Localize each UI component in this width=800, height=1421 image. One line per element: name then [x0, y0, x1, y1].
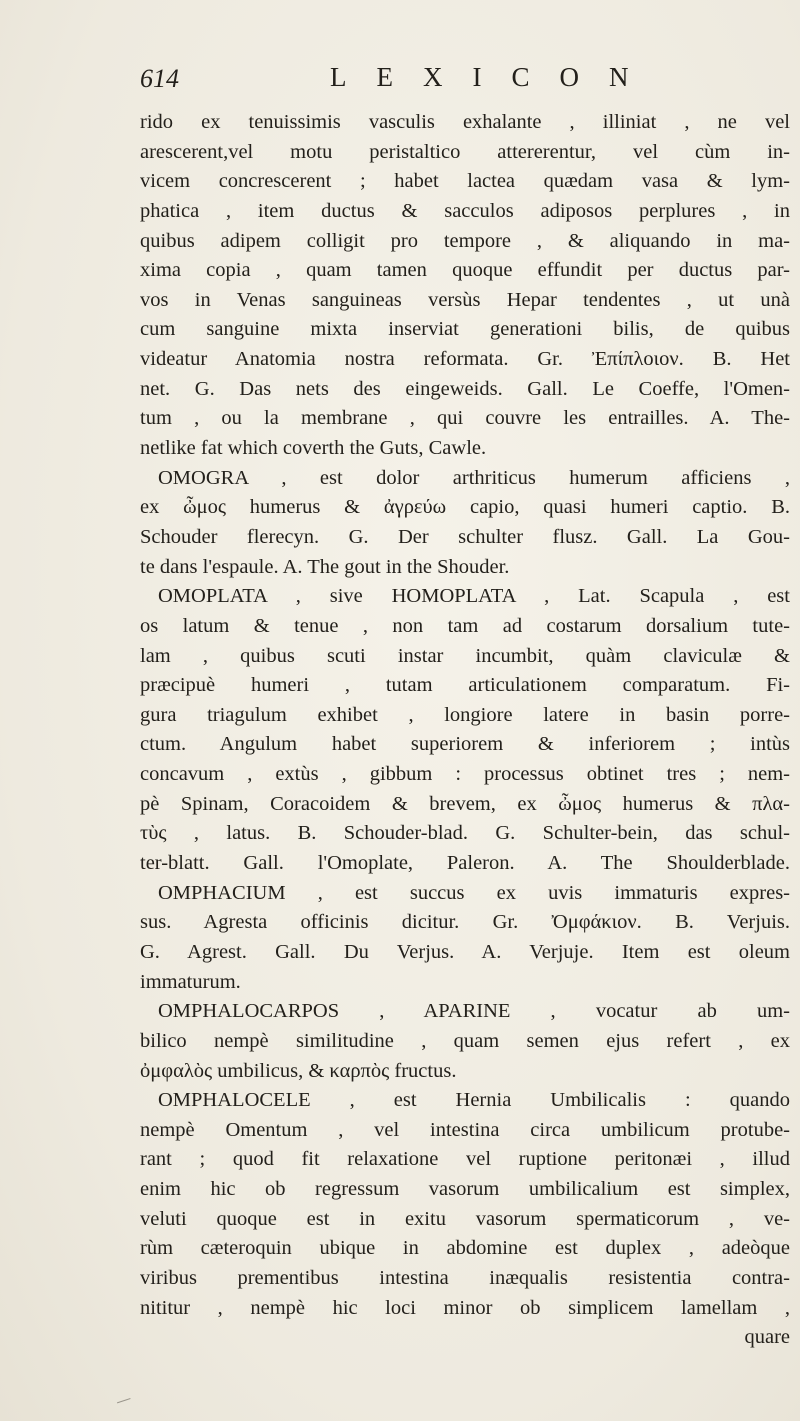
text-line: præcipuè humeri , tutam articulationem comparatum. Fi-	[140, 674, 790, 697]
text-line: viribus prementibus intestina inæqualis resistentia contra-	[140, 1266, 790, 1289]
entry-headword-line: OMPHACIUM , est succus ex uvis immaturis expres-	[158, 881, 790, 904]
text-line: nempè Omentum , vel intestina circa umbilicum protube-	[140, 1118, 790, 1141]
text-line: veluti quoque est in exitu vasorum spermaticorum , ve-	[140, 1207, 790, 1230]
text-line: tum , ou la membrane , qui couvre les entrailles. A. The-	[140, 407, 790, 430]
text-line: rùm cæteroquin ubique in abdomine est duplex , adeòque	[140, 1237, 790, 1260]
entry-headword-line: OMPHALOCELE , est Hernia Umbilicalis : quando	[158, 1089, 790, 1112]
page-number: 614	[140, 64, 179, 93]
text-line: enim hic ob regressum vasorum umbilicalium est simplex,	[140, 1178, 790, 1201]
text-line: phatica , item ductus & sacculos adiposos perplures , in	[140, 199, 790, 222]
text-line: arescerent,vel motu peristaltico attererentur, vel cùm in-	[140, 140, 790, 163]
text-line: ex ὦμος humerus & ἀγρεύω capio, quasi humeri captio. B.	[140, 496, 790, 519]
text-line: te dans l'espaule. A. The gout in the Shouder.	[140, 555, 510, 578]
catchword: quare	[744, 1326, 790, 1349]
text-line: τὺς , latus. B. Schouder-blad. G. Schulter-bein, das schul-	[140, 822, 790, 845]
text-line: ὀμφαλὸς umbilicus, & καρπὸς fructus.	[140, 1059, 457, 1082]
entry-headword-line: OMOPLATA , sive HOMOPLATA , Lat. Scapula , est	[158, 585, 790, 608]
pencil-mark	[117, 1398, 133, 1411]
text-line: cum sanguine mixta inserviat generationi bilis, de quibus	[140, 318, 790, 341]
text-line: ctum. Angulum habet superiorem & inferiorem ; intùs	[140, 733, 790, 756]
text-line: gura triagulum exhibet , longiore latere in basin porre-	[140, 703, 790, 726]
text-line: vos in Venas sanguineas versùs Hepar tendentes , ut unà	[140, 288, 790, 311]
running-title: LEXICON	[330, 62, 659, 92]
entry-headword-line: OMPHALOCARPOS , APARINE , vocatur ab um-	[158, 1000, 790, 1023]
text-line: rant ; quod fit relaxatione vel ruptione peritonæi , illud	[140, 1148, 790, 1171]
text-line: os latum & tenue , non tam ad costarum dorsalium tute-	[140, 614, 790, 637]
text-line: G. Agrest. Gall. Du Verjus. A. Verjuje. Item est oleum	[140, 940, 790, 963]
text-line: xima copia , quam tamen quoque effundit per ductus par-	[140, 259, 790, 282]
text-line: lam , quibus scuti instar incumbit, quàm claviculæ &	[140, 644, 790, 667]
body-text	[140, 108, 790, 1353]
text-line: ter-blatt. Gall. l'Omoplate, Paleron. A. The Shoulderblade.	[140, 852, 790, 875]
text-line: net. G. Das nets des eingeweids. Gall. Le Coeffe, l'Omen-	[140, 377, 790, 400]
running-head	[140, 62, 800, 102]
text-line: immaturum.	[140, 970, 241, 993]
text-line: vicem concrescerent ; habet lactea quædam vasa & lym-	[140, 170, 790, 193]
text-line: rido ex tenuissimis vasculis exhalante , illiniat , ne vel	[140, 111, 790, 133]
text-line: videatur Anatomia nostra reformata. Gr. Ἐπίπλοιον. B. Het	[140, 348, 790, 371]
text-line: pè Spinam, Coracoidem & brevem, ex ὦμος humerus & πλα-	[140, 792, 790, 815]
text-line: netlike fat which coverth the Guts, Cawle.	[140, 437, 487, 460]
text-line: sus. Agresta officinis dicitur. Gr. Ὀμφάκιον. B. Verjuis.	[140, 911, 790, 934]
text-line: quibus adipem colligit pro tempore , & aliquando in ma-	[140, 229, 790, 252]
text-line: bilico nempè similitudine , quam semen ejus refert , ex	[140, 1029, 790, 1052]
text-line: concavum , extùs , gibbum : processus obtinet tres ; nem-	[140, 763, 790, 786]
entry-headword-line: OMOGRA , est dolor arthriticus humerum afficiens ,	[158, 466, 790, 489]
text-line: nititur , nempè hic loci minor ob simplicem lamellam ,	[140, 1296, 790, 1319]
text-line: Schouder flerecyn. G. Der schulter flusz. Gall. La Gou-	[140, 525, 790, 548]
